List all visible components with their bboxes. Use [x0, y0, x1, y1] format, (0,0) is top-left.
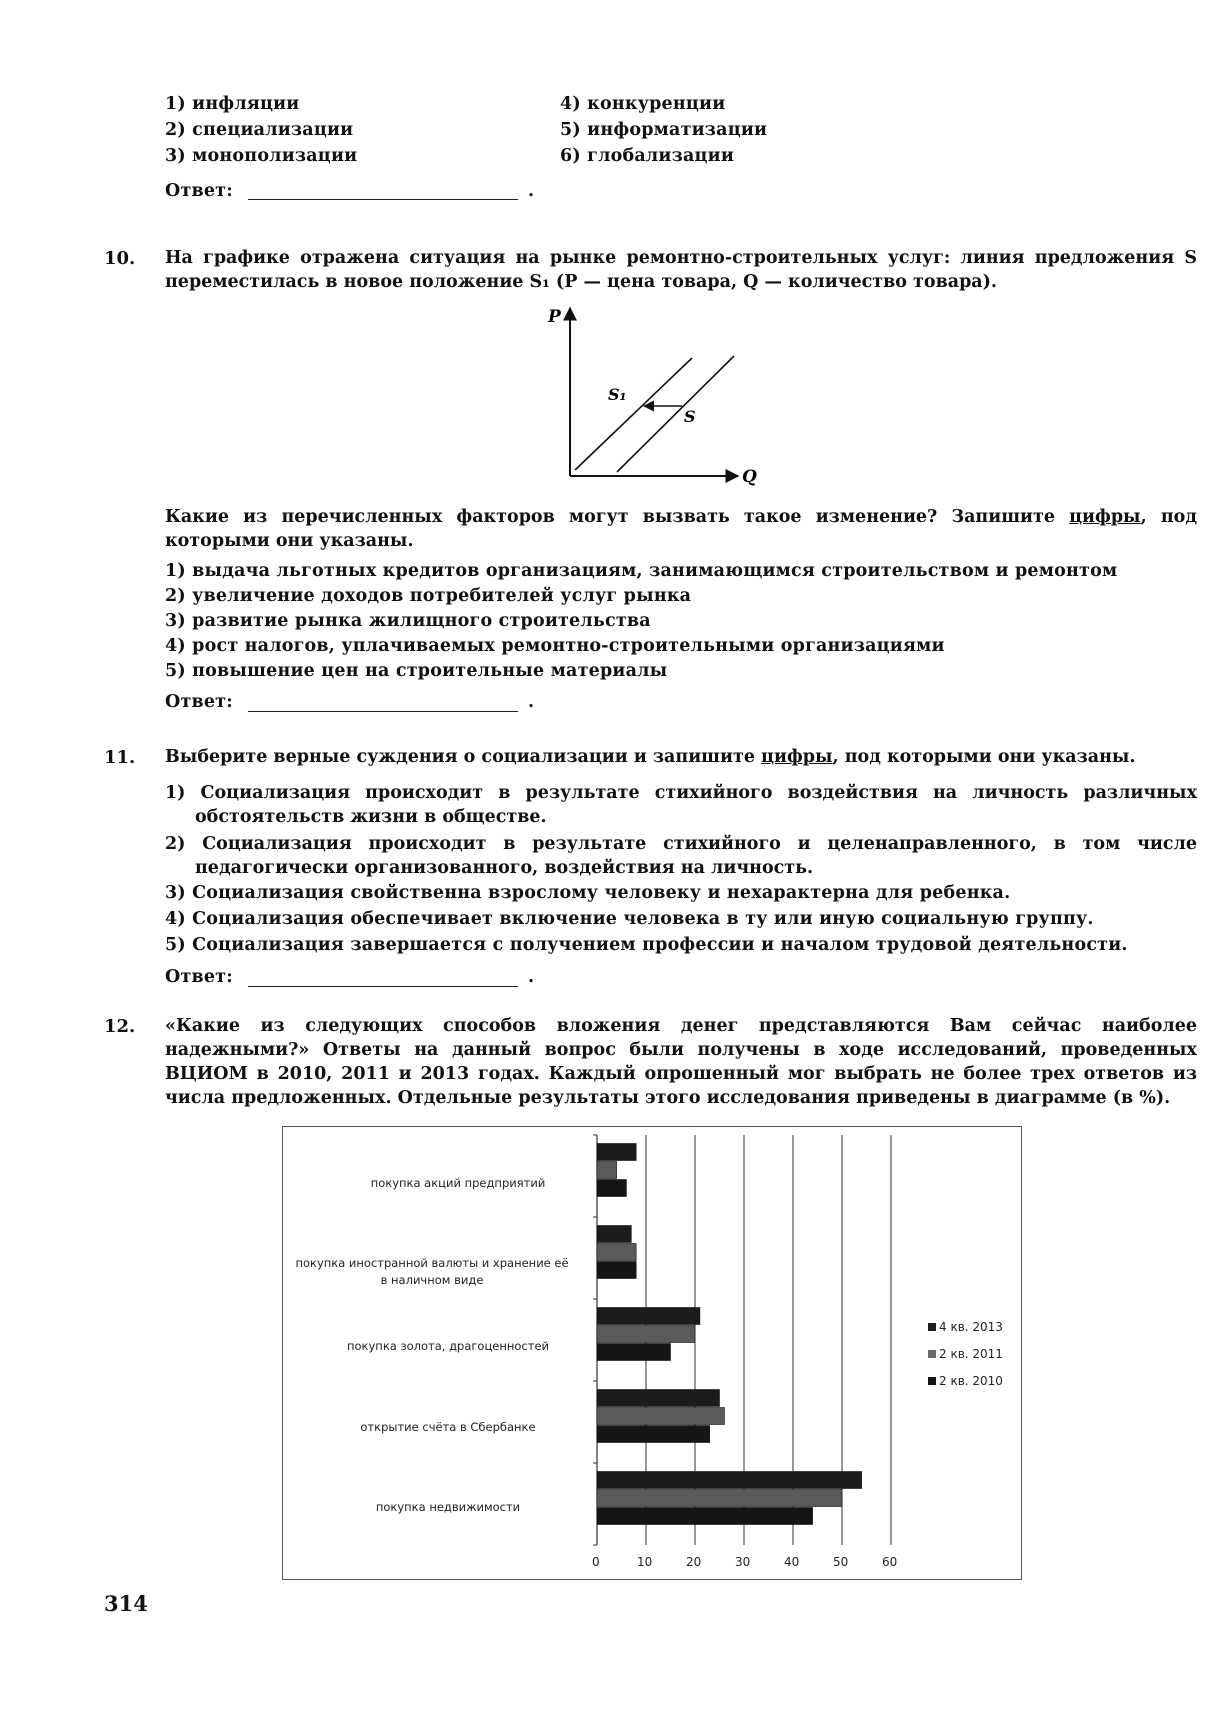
- x-tick-0: 0: [592, 1555, 600, 1569]
- s1-label: S₁: [608, 385, 627, 404]
- q10-prompt: Какие из перечисленных факторов могут вызвать такое изменение? Запишите цифры, под которыми они указаны.: [165, 507, 1197, 551]
- supply-shift-graph: [520, 300, 780, 500]
- q-axis-label: Q: [742, 467, 757, 487]
- q9-answer-dot: .: [528, 181, 535, 201]
- q11-answer-field[interactable]: [248, 986, 518, 987]
- bar-cat0-series2: [597, 1180, 626, 1197]
- x-tick-30: 30: [735, 1555, 751, 1569]
- q10-option-5: 5) повышение цен на строительные материалы: [165, 661, 668, 681]
- category-label-0: покупка акций предприятий: [370, 1176, 546, 1190]
- bar-cat1-series1: [597, 1244, 636, 1261]
- q9-option-5: 5) информатизации: [560, 120, 768, 140]
- q11-number: 11.: [104, 747, 136, 768]
- q11-option-4: 4) Социализация обеспечивает включение человека в ту или иную социальную группу.: [165, 909, 1094, 929]
- bar-cat3-series2: [597, 1426, 710, 1443]
- bar-cat3-series0: [597, 1390, 720, 1407]
- x-tick-10: 10: [637, 1555, 653, 1569]
- q10-option-1: 1) выдача льготных кредитов организациям, занимающимся строительством и ремонтом: [165, 561, 1118, 581]
- s-label: S: [684, 407, 696, 426]
- q10-number: 10.: [104, 248, 136, 269]
- q11-answer-dot: .: [528, 967, 535, 987]
- q10-answer-field[interactable]: [248, 711, 518, 712]
- legend-item-2011: 2 кв. 2011: [928, 1347, 1003, 1361]
- legend-item-2010: 2 кв. 2010: [928, 1374, 1003, 1388]
- x-tick-20: 20: [686, 1555, 702, 1569]
- bar-cat2-series0: [597, 1308, 700, 1325]
- bar-cat0-series0: [597, 1144, 636, 1161]
- q12-text: «Какие из следующих способов вложения денег представляются Вам сейчас наиболее надежными?» Ответы на данный вопрос были получены в ходе исследований, проведенных ВЦИОМ в 2010, 2011 и 2013 годах. Каждый опрошенный мог выбрать не более трех ответов из числа предложенных. Отдельные результаты этого исследования приведены в диаграмме (в %).: [165, 1016, 1197, 1108]
- q11-option-3: 3) Социализация свойственна взрослому человеку и нехарактерна для ребенка.: [165, 883, 1011, 903]
- q10-option-3: 3) развитие рынка жилищного строительства: [165, 611, 651, 631]
- legend-swatch-2013: [928, 1323, 936, 1331]
- q10-text-line1: На графике отражена ситуация на рынке ремонтно-строительных услуг: линия предложения S: [165, 248, 1197, 268]
- bar-cat0-series1: [597, 1162, 617, 1179]
- q11-answer-label: Ответ:: [165, 967, 233, 987]
- bar-cat2-series2: [597, 1344, 671, 1361]
- q9-answer-label: Ответ:: [165, 181, 233, 201]
- q10-option-2: 2) увеличение доходов потребителей услуг рынка: [165, 586, 692, 606]
- bar-cat4-series0: [597, 1472, 862, 1489]
- bar-cat4-series2: [597, 1508, 813, 1525]
- category-label-2: покупка золота, драгоценностей: [347, 1339, 549, 1353]
- q11-prompt: Выберите верные суждения о социализации и запишите цифры, под которыми они указаны.: [165, 747, 1136, 767]
- bar-cat1-series0: [597, 1226, 631, 1243]
- bar-cat2-series1: [597, 1326, 695, 1343]
- x-tick-50: 50: [833, 1555, 849, 1569]
- bar-cat1-series2: [597, 1262, 636, 1279]
- legend-swatch-2011: [928, 1350, 936, 1358]
- q11-option-2: 2) Социализация происходит в результате стихийного и целенаправленного, в том числе педагогически организованного, воздействия на личность.: [165, 834, 1197, 878]
- q9-option-2: 2) специализации: [165, 120, 354, 140]
- q10-text-line2: переместилась в новое положение S₁ (P — цена товара, Q — количество товара).: [165, 272, 998, 292]
- category-label-1: покупка иностранной валюты и хранение её в наличном виде: [295, 1256, 569, 1287]
- q10-answer-label: Ответ:: [165, 692, 233, 712]
- q11-option-1: 1) Социализация происходит в результате стихийного воздействия на личность различных обстоятельств жизни в обществе.: [165, 783, 1197, 827]
- chart-frame: [282, 1126, 1022, 1580]
- q10-answer-dot: .: [528, 692, 535, 712]
- q9-option-1: 1) инфляции: [165, 94, 300, 114]
- p-axis-label: P: [548, 307, 561, 327]
- x-tick-60: 60: [882, 1555, 898, 1569]
- q12-number: 12.: [104, 1016, 136, 1037]
- bar-cat3-series1: [597, 1408, 724, 1425]
- q10-text: [165, 246, 1197, 294]
- q11-option-5: 5) Социализация завершается с получением профессии и началом трудовой деятельности.: [165, 935, 1128, 955]
- bar-cat4-series1: [597, 1490, 842, 1507]
- category-label-3: открытие счёта в Сбербанке: [360, 1420, 536, 1434]
- category-label-4: покупка недвижимости: [375, 1500, 521, 1514]
- q10-option-4: 4) рост налогов, уплачиваемых ремонтно-строительными организациями: [165, 636, 945, 656]
- x-tick-40: 40: [784, 1555, 800, 1569]
- q9-answer-field[interactable]: [248, 199, 518, 200]
- legend-item-2013: 4 кв. 2013: [928, 1320, 1003, 1334]
- q9-option-4: 4) конкуренции: [560, 94, 726, 114]
- page-number: 314: [104, 1591, 148, 1616]
- legend-swatch-2010: [928, 1377, 936, 1385]
- q9-option-6: 6) глобализации: [560, 146, 735, 166]
- q9-option-3: 3) монополизации: [165, 146, 358, 166]
